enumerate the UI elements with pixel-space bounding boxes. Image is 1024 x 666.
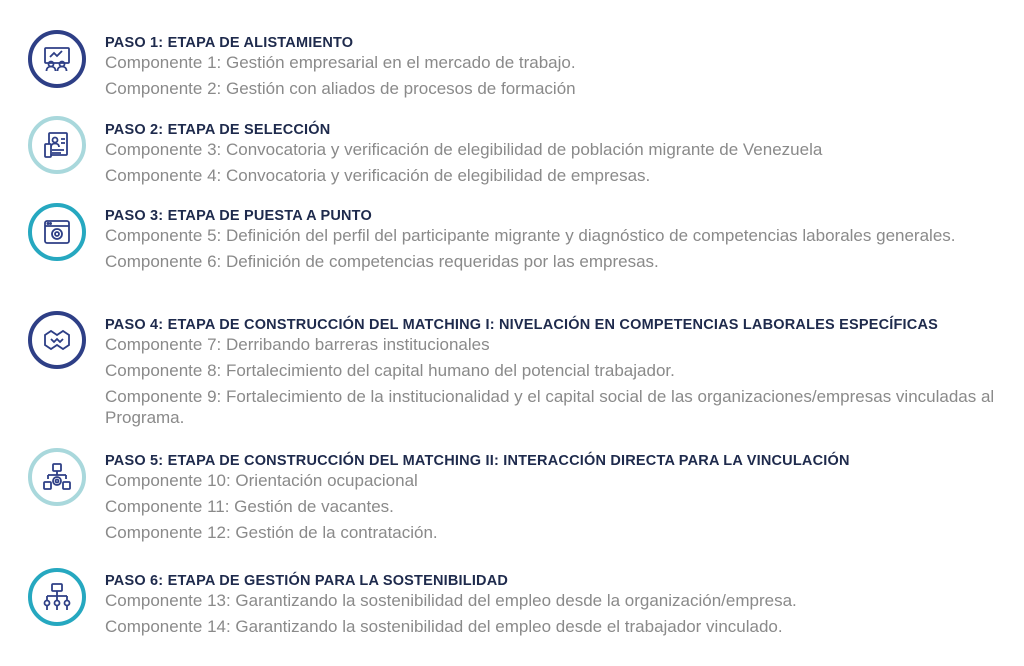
component-item: Componente 2: Gestión con aliados de procesos de formación — [105, 79, 576, 98]
step-1-text — [105, 34, 1005, 99]
component-item: Componente 6: Definición de competencias requeridas por las empresas. — [105, 252, 659, 271]
handshake-icon — [28, 311, 86, 369]
browser-gear-icon — [28, 203, 86, 261]
component-item: Componente 3: Convocatoria y verificación de elegibilidad de población migrante de Venezuela — [105, 140, 823, 159]
candidate-document-icon — [28, 116, 86, 174]
step-title: PASO 3: ETAPA DE PUESTA A PUNTO — [105, 208, 372, 224]
component-item: Componente 4: Convocatoria y verificación de elegibilidad de empresas. — [105, 166, 651, 185]
component-item: Componente 7: Derribando barreras institucionales — [105, 335, 490, 354]
step-title: PASO 2: ETAPA DE SELECCIÓN — [105, 122, 331, 138]
component-item: Componente 12: Gestión de la contratación. — [105, 523, 438, 542]
step-2-text — [105, 121, 1005, 186]
component-item: Componente 13: Garantizando la sostenibilidad del empleo desde la organización/empresa. — [105, 591, 797, 610]
presentation-people-icon — [28, 30, 86, 88]
org-chart-icon — [28, 568, 86, 626]
component-item: Componente 1: Gestión empresarial en el mercado de trabajo. — [105, 53, 576, 72]
component-item: Componente 10: Orientación ocupacional — [105, 471, 418, 490]
step-title: PASO 5: ETAPA DE CONSTRUCCIÓN DEL MATCHING II: INTERACCIÓN DIRECTA PARA LA VINCULACIÓN — [105, 453, 850, 469]
step-6-text — [105, 572, 1005, 637]
component-item: Componente 11: Gestión de vacantes. — [105, 497, 394, 516]
step-title: PASO 4: ETAPA DE CONSTRUCCIÓN DEL MATCHING I: NIVELACIÓN EN COMPETENCIAS LABORALES ESPECÍFICAS — [105, 317, 938, 333]
step-4-text — [105, 316, 1005, 428]
component-item: Componente 5: Definición del perfil del participante migrante y diagnóstico de competencias laborales generales. — [105, 226, 956, 245]
component-item: Componente 9: Fortalecimiento de la institucionalidad y el capital social de las organizaciones/empresas vinculadas al Programa. — [105, 387, 995, 427]
step-title: PASO 1: ETAPA DE ALISTAMIENTO — [105, 35, 354, 51]
step-title: PASO 6: ETAPA DE GESTIÓN PARA LA SOSTENIBILIDAD — [105, 573, 509, 589]
component-item: Componente 14: Garantizando la sostenibilidad del empleo desde el trabajador vinculado. — [105, 617, 783, 636]
step-5-text — [105, 452, 1005, 543]
component-item: Componente 8: Fortalecimiento del capital humano del potencial trabajador. — [105, 361, 675, 380]
step-3-text — [105, 207, 1005, 272]
network-gear-icon — [28, 448, 86, 506]
